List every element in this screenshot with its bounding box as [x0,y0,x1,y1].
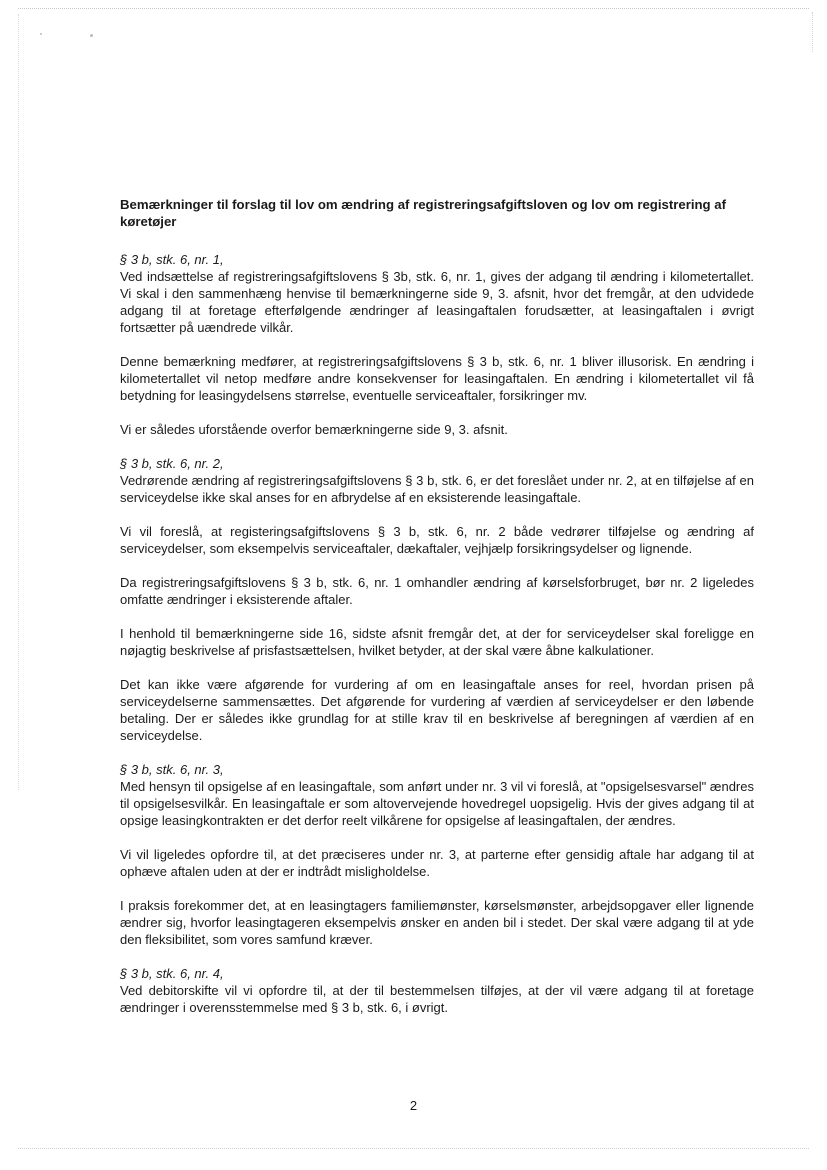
section-heading: § 3 b, stk. 6, nr. 2, [120,456,224,471]
paragraph: Vi er således uforstående overfor bemærkningerne side 9, 3. afsnit. [120,422,508,437]
page-number: 2 [409,1098,418,1113]
scan-speck [40,33,42,35]
document-body [120,196,754,1033]
scan-speck [90,34,93,37]
paragraph: Det kan ikke være afgørende for vurdering af om en leasingaftale anses for reel, hvordan prisen på serviceydelserne sammensættes. Det afgørende for vurdering af værdien af serviceydelser er den løbende betaling. Der er således ikke grundlag for at stille krav til en beskrivelse af beregningen af værdien af en serviceydelse. [120,677,754,743]
scan-edge-right [812,12,813,52]
paragraph: I praksis forekommer det, at en leasingtagers familiemønster, kørselsmønster, arbejdsopgaver eller lignende ændrer sig, hvorfor leasingtageren eksempelvis ønsker en anden bil i stedet. Der skal være adgang til at yde den fleksibilitet, som vores samfund kræver. [120,898,754,947]
section-heading: § 3 b, stk. 6, nr. 1, [120,252,224,267]
scan-edge-bottom [18,1148,809,1149]
paragraph: I henhold til bemærkningerne side 16, sidste afsnit fremgår det, at der for serviceydelser skal foreligge en nøjagtig beskrivelse af prisfastsættelsen, hvilket betyder, at der skal være åbne kalkulationer. [120,626,754,658]
paragraph: Ved indsættelse af registreringsafgiftslovens § 3b, stk. 6, nr. 1, gives der adgang til ændring i kilometertallet. Vi skal i den sammenhæng henvise til bemærkningerne side 9, 3. afsnit, hvor det fremgår, at den udvidede adgang til at foretage efterfølgende ændringer af leasingaftalen forudsætter, at leasingaftalen i øvrigt fortsætter på uændrede vilkår. [120,269,754,335]
paragraph: Vedrørende ændring af registreringsafgiftslovens § 3 b, stk. 6, er det foreslået under nr. 2, at en tilføjelse af en serviceydelse ikke skal anses for en afbrydelse af en eksisterende leasingaftale. [120,473,754,505]
paragraph: Med hensyn til opsigelse af en leasingaftale, som anført under nr. 3 vil vi foreslå, at "opsigelsesvarsel" ændres til opsigelsesvilkår. En leasingaftale er som altovervejende hovedregel uopsigelig. Hvis der gives adgang til at opsige leasingkontrakten er det derfor reelt vilkårene for opsigelse af leasingaftalen, der ændres. [120,779,754,828]
paragraph: Vi vil ligeledes opfordre til, at det præciseres under nr. 3, at parterne efter gensidig aftale har adgang til at ophæve aftalen uden at der er indtrådt misligholdelse. [120,847,754,879]
scan-edge-left [18,14,19,790]
paragraph: Da registreringsafgiftslovens § 3 b, stk. 6, nr. 1 omhandler ændring af kørselsforbruget, bør nr. 2 ligeledes omfatte ændringer i eksisterende aftaler. [120,575,754,607]
scan-edge-top [18,8,809,9]
document-title: Bemærkninger til forslag til lov om ændring af registreringsafgiftsloven og lov om registrering af køretøjer [120,197,726,229]
paragraph: Denne bemærkning medfører, at registreringsafgiftslovens § 3 b, stk. 6, nr. 1 bliver illusorisk. En ændring i kilometertallet vil netop medføre andre konsekvenser for leasingaftalen. En ændring i kilometertallet vil få betydning for leasingydelsens størrelse, eventuelle serviceaftaler, forsikringer mv. [120,354,754,403]
section-heading: § 3 b, stk. 6, nr. 3, [120,762,224,777]
paragraph: Vi vil foreslå, at registeringsafgiftslovens § 3 b, stk. 6, nr. 2 både vedrører tilføjelse og ændring af serviceydelser, som eksempelvis serviceaftaler, dækaftaler, vejhjælp forsikringsydelser og lignende. [120,524,754,556]
section-heading: § 3 b, stk. 6, nr. 4, [120,966,224,981]
paragraph: Ved debitorskifte vil vi opfordre til, at der til bestemmelsen tilføjes, at der vil være adgang til at foretage ændringer i overensstemmelse med § 3 b, stk. 6, i øvrigt. [120,983,754,1015]
